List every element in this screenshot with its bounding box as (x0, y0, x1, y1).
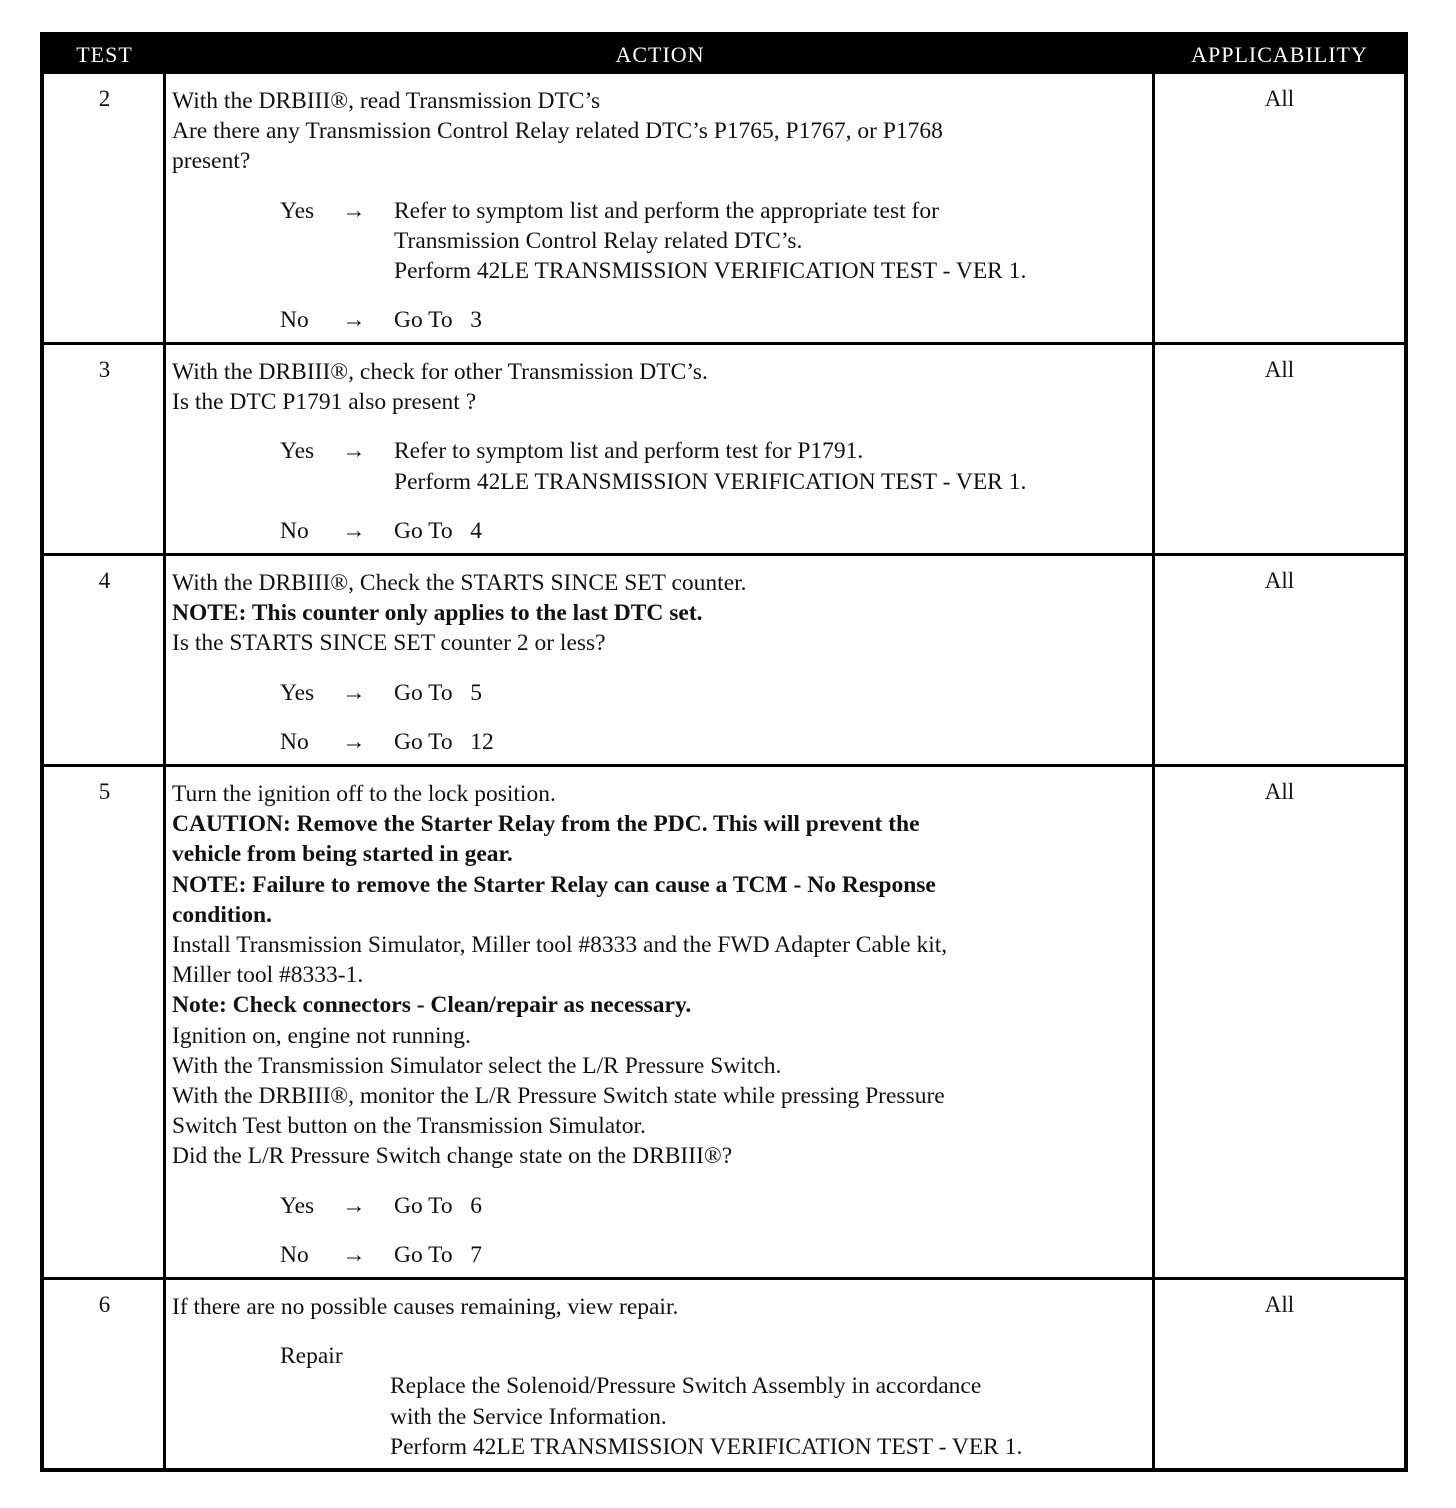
answer-text: Go To 3 (394, 307, 483, 334)
answer-label: Yes (280, 679, 315, 706)
arrow-icon: → (342, 1241, 366, 1268)
answer-text: Transmission Control Relay related DTC’s. (394, 227, 803, 254)
header-action: ACTION (615, 42, 705, 67)
action-note: Note: Check connectors - Clean/repair as necessary. (172, 992, 692, 1019)
answer-text: Go To 7 (394, 1241, 483, 1268)
action-cell (172, 86, 1148, 335)
diagnostic-test-table (40, 32, 1408, 1472)
answer-no (172, 1240, 1148, 1270)
answer-text: Refer to symptom list and perform the appropriate test for (394, 197, 939, 224)
action-line: Ignition on, engine not running. (172, 1022, 471, 1049)
action-line: Install Transmission Simulator, Miller tool #8333 and the FWD Adapter Cable kit, (172, 932, 948, 959)
test-number: 4 (98, 568, 111, 593)
answer-yes (172, 1191, 1148, 1221)
action-cell (172, 568, 1148, 757)
answer-no (172, 516, 1148, 546)
table-row (44, 556, 1404, 764)
answer-text: Go To 5 (394, 679, 483, 706)
applicability: All (1264, 779, 1295, 804)
answer-text: Go To 4 (394, 517, 483, 544)
repair-instructions (172, 1371, 1148, 1462)
repair-text: with the Service Information. (390, 1403, 667, 1430)
answer-yes (172, 436, 1148, 496)
answer-yes (172, 196, 1148, 287)
test-number: 3 (98, 357, 111, 382)
answer-label: Yes (280, 197, 315, 224)
action-note: condition. (172, 901, 272, 928)
action-caution: vehicle from being started in gear. (172, 841, 513, 868)
test-number: 2 (98, 86, 111, 111)
action-note: NOTE: Failure to remove the Starter Relay can cause a TCM - No Response (172, 871, 936, 898)
arrow-icon: → (342, 1192, 366, 1219)
answer-label: No (280, 307, 309, 334)
answer-label: Yes (280, 438, 315, 465)
answer-text: Refer to symptom list and perform test for P1791. (394, 438, 864, 465)
action-line: Switch Test button on the Transmission Simulator. (172, 1113, 646, 1140)
test-number: 6 (98, 1292, 111, 1317)
action-line: Is the STARTS SINCE SET counter 2 or less? (172, 630, 606, 657)
action-line: With the DRBIII®, Check the STARTS SINCE SET counter. (172, 570, 747, 596)
action-line: With the Transmission Simulator select the L/R Pressure Switch. (172, 1052, 782, 1079)
action-caution: CAUTION: Remove the Starter Relay from the PDC. This will prevent the (172, 811, 920, 838)
applicability: All (1264, 357, 1295, 382)
arrow-icon: → (342, 307, 366, 334)
table-header (44, 36, 1404, 74)
action-note: NOTE: This counter only applies to the last DTC set. (172, 600, 703, 627)
action-line: Miller tool #8333-1. (172, 962, 364, 989)
action-line: present? (172, 148, 251, 175)
answer-text: Go To 6 (394, 1192, 483, 1219)
arrow-icon: → (342, 679, 366, 706)
answer-label: No (280, 517, 309, 544)
answer-no (172, 727, 1148, 757)
header-applicability: APPLICABILITY (1191, 42, 1368, 67)
applicability: All (1264, 1292, 1295, 1317)
action-line: With the DRBIII®, read Transmission DTC’s (172, 88, 601, 114)
table-row (44, 1280, 1404, 1468)
answer-label: No (280, 728, 309, 755)
repair-label: Repair (280, 1343, 343, 1370)
arrow-icon: → (342, 438, 366, 465)
action-line: With the DRBIII®, check for other Transmission DTC’s. (172, 359, 708, 385)
action-line: Turn the ignition off to the lock position. (172, 781, 556, 807)
applicability: All (1264, 86, 1295, 111)
header-test: TEST (76, 42, 133, 67)
table-row (44, 767, 1404, 1277)
action-line: Is the DTC P1791 also present ? (172, 389, 477, 416)
answer-text: Perform 42LE TRANSMISSION VERIFICATION TEST - VER 1. (394, 258, 1027, 285)
table-row (44, 74, 1404, 342)
repair-text: Replace the Solenoid/Pressure Switch Assembly in accordance (390, 1373, 982, 1400)
repair-text: Perform 42LE TRANSMISSION VERIFICATION TEST - VER 1. (390, 1433, 1023, 1460)
answer-text: Perform 42LE TRANSMISSION VERIFICATION TEST - VER 1. (394, 468, 1027, 495)
answer-label: No (280, 1241, 309, 1268)
answer-no (172, 305, 1148, 335)
action-cell (172, 357, 1148, 546)
arrow-icon: → (342, 517, 366, 544)
applicability: All (1264, 568, 1295, 593)
table-row (44, 345, 1404, 553)
action-line: Did the L/R Pressure Switch change state on the DRBIII®? (172, 1143, 733, 1170)
action-cell (172, 1292, 1148, 1462)
action-line: If there are no possible causes remaining, view repair. (172, 1294, 679, 1320)
action-cell (172, 779, 1148, 1270)
arrow-icon: → (342, 197, 366, 224)
arrow-icon: → (342, 728, 366, 755)
answer-yes (172, 678, 1148, 708)
answer-label: Yes (280, 1192, 315, 1219)
action-line: With the DRBIII®, monitor the L/R Pressure Switch state while pressing Pressure (172, 1083, 945, 1110)
action-line: Are there any Transmission Control Relay related DTC’s P1765, P1767, or P1768 (172, 118, 943, 145)
test-number: 5 (98, 779, 111, 804)
answer-text: Go To 12 (394, 728, 494, 755)
